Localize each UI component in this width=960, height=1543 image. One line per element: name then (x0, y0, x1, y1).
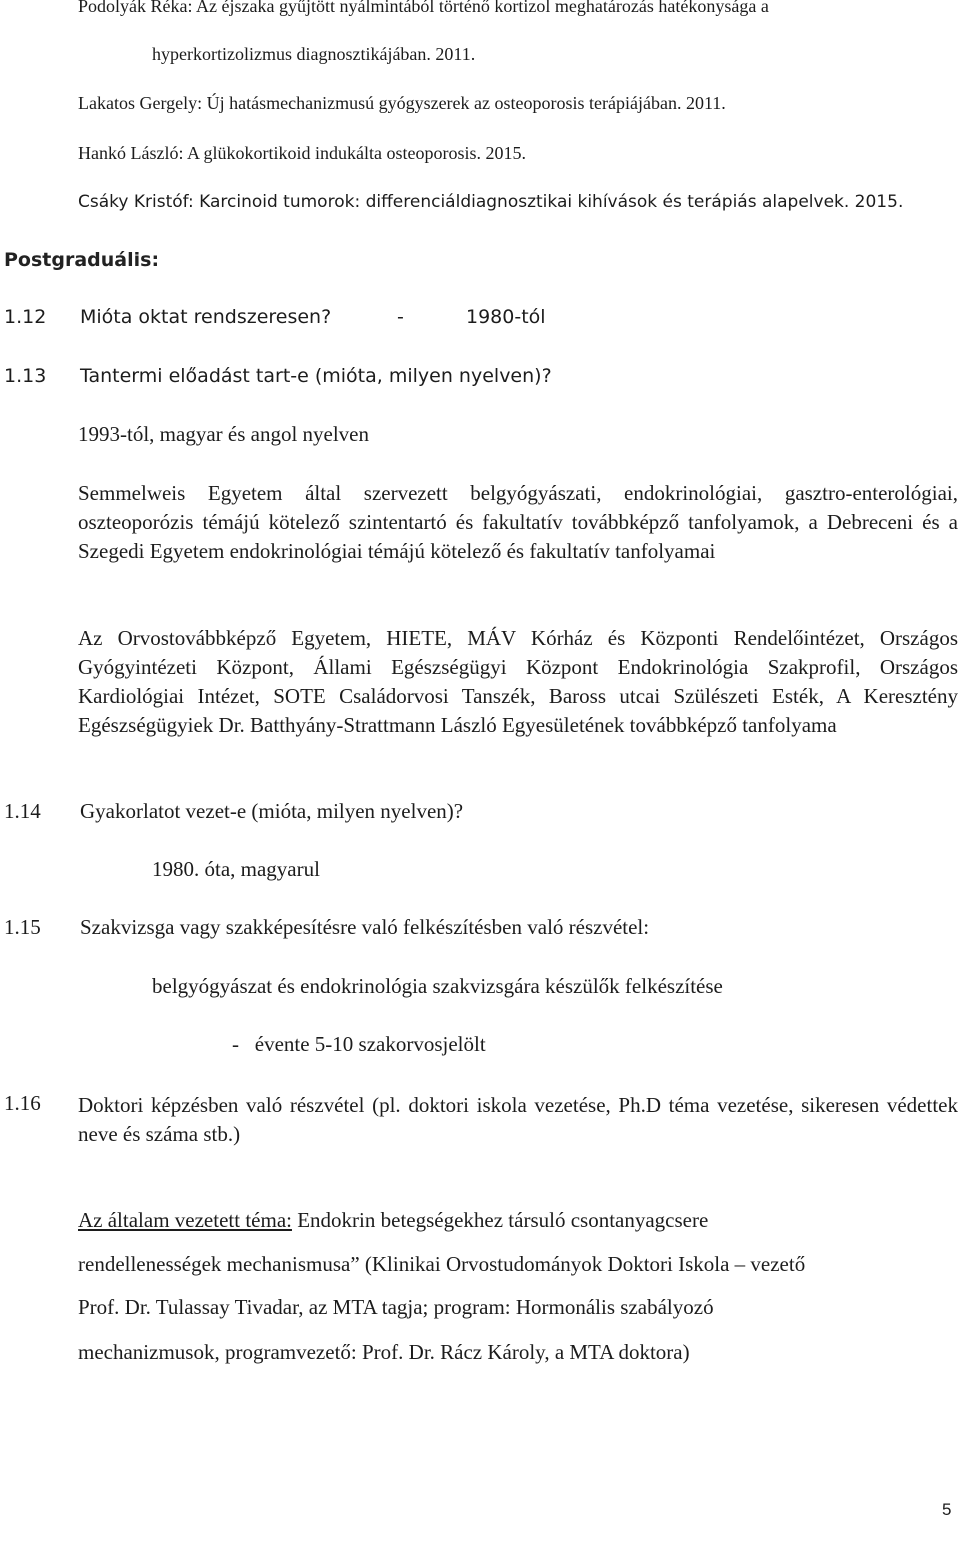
doctoral-theme-line: mechanizmusok, programvezető: Prof. Dr. Rácz Károly, a MTA doktora) (78, 1340, 690, 1364)
doctoral-theme-line: Prof. Dr. Tulassay Tivadar, az MTA tagja; program: Hormonális szabályozó (78, 1295, 714, 1319)
answer-text: 1993-tól, magyar és angol nyelven (78, 422, 370, 446)
answer-text: belgyógyászat és endokrinológia szakvizsgára készülők felkészítése (152, 974, 723, 998)
publication-item: Lakatos Gergely: Új hatásmechanizmusú gyógyszerek az osteoporosis terápiájában. 2011. (78, 93, 726, 113)
theme-label: Az általam vezetett téma: (78, 1208, 292, 1232)
question-number: 1.16 (4, 1091, 41, 1115)
answer-dash: - (397, 306, 404, 328)
publication-item: Hankó László: A glükokortikoid indukálta osteoporosis. 2015. (78, 143, 526, 163)
answer-text: 1980-tól (466, 306, 546, 328)
question-number: 1.14 (4, 799, 41, 823)
theme-title: Endokrin betegségekhez társuló csontanyagcsere (291, 1208, 709, 1232)
publication-item: Csáky Kristóf: Karcinoid tumorok: differenciáldiagnosztikai kihívások és terápiás alapelvek. 2015. (78, 192, 904, 212)
question-number: 1.15 (4, 915, 41, 939)
answer-subitem: - évente 5-10 szakorvosjelölt (232, 1032, 486, 1056)
doctoral-theme-line: rendellenességek mechanismusa” (Klinikai Orvostudományok Doktori Iskola – vezető (78, 1252, 806, 1276)
question-text: Gyakorlatot vezet-e (mióta, milyen nyelven)? (80, 799, 464, 823)
section-heading: Postgraduális: (4, 249, 160, 271)
publication-item-continuation: hyperkortizolizmus diagnosztikájában. 2011. (152, 44, 476, 64)
question-text: Szakvizsga vagy szakképesítésre való felkészítésben való részvétel: (80, 915, 650, 939)
course-paragraph: Semmelweis Egyetem által szervezett belgyógyászati, endokrinológiai, gasztro-enterológiai, oszteoporózis témájú kötelező szintentartó és fakultatív továbbképző tanfolyamok, a Debreceni és a Szegedi Egyetem endokrinológiai témájú kötelező és fakultatív tanfolyamai (78, 481, 958, 563)
course-paragraph: Az Orvostovábbképző Egyetem, HIETE, MÁV Kórház és Központi Rendelőintézet, Országos Gyógyintézeti Központ, Állami Egészségügyi Központ Endokrinológia Szakprofil, Országos Kardiológiai Intézet, SOTE Családorvosi Tanszék, Baross utcai Szülészeti Esték, A Keresztény Egészségügyiek Dr. Batthyány-Strattmann László Egyesületének továbbképző tanfolyama (78, 626, 958, 737)
doctoral-theme-line (78, 1208, 708, 1233)
answer-text: 1980. óta, magyarul (152, 857, 320, 881)
question-text: Mióta oktat rendszeresen? (80, 306, 332, 328)
publication-item: Podolyák Réka: Az éjszaka gyűjtött nyálmintából történő kortizol meghatározás hatékonysága a (78, 0, 769, 16)
question-number: 1.13 (4, 365, 47, 387)
question-number: 1.12 (4, 306, 47, 328)
question-text: Doktori képzésben való részvétel (pl. doktori iskola vezetése, Ph.D téma vezetése, sikeresen védettek neve és száma stb.) (78, 1093, 958, 1146)
question-text: Tantermi előadást tart-e (mióta, milyen nyelven)? (80, 365, 552, 387)
page-number: 5 (942, 1500, 952, 1519)
